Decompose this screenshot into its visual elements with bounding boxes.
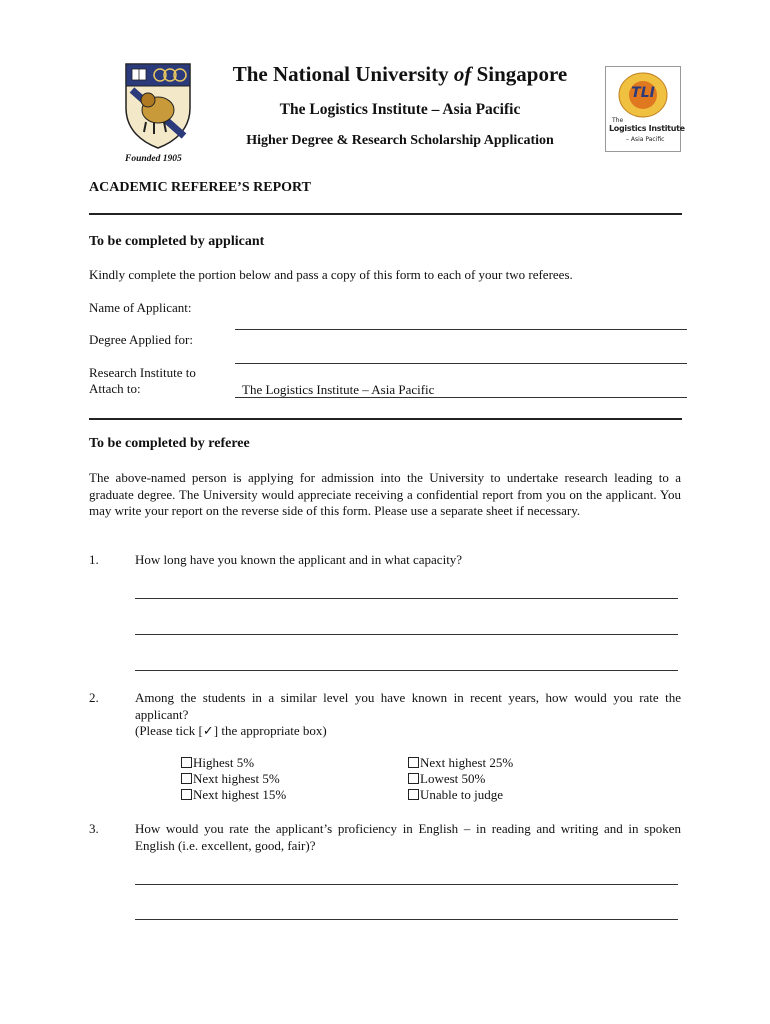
q2-text: Among the students in a similar level you have known in recent years, how would you rate the applicant? bbox=[135, 690, 681, 722]
q2-option-next-highest-25[interactable]: Next highest 25% bbox=[408, 755, 513, 772]
q2-instruction: (Please tick [✓] the appropriate box) bbox=[135, 723, 327, 738]
checkbox-icon[interactable] bbox=[408, 757, 419, 768]
tli-logo-mark: TLI bbox=[631, 85, 655, 101]
q2-option-next-highest-15[interactable]: Next highest 15% bbox=[181, 787, 286, 804]
q2-option-highest-5[interactable]: Highest 5% bbox=[181, 755, 254, 772]
referee-intro: The above-named person is applying for admission into the University to undertake research leading to a graduate degree. The University would appreciate receiving a confidential report from you on the applicant. You may write your report on the reverse side of this form. Please use a separate sheet if necessary. bbox=[89, 470, 681, 518]
q3-number: 3. bbox=[89, 821, 99, 836]
applicant-instruction: Kindly complete the portion below and pass a copy of this form to each of your two referees. bbox=[89, 267, 573, 282]
checkbox-icon[interactable] bbox=[181, 757, 192, 768]
q1-answer-line-3[interactable] bbox=[135, 670, 678, 671]
research-institute-value: The Logistics Institute – Asia Pacific bbox=[242, 382, 435, 397]
founded-label: Founded 1905 bbox=[125, 154, 182, 164]
nus-crest-logo bbox=[124, 62, 192, 150]
name-of-applicant-field[interactable] bbox=[235, 329, 687, 330]
degree-applied-field[interactable] bbox=[235, 363, 687, 364]
q2-number: 2. bbox=[89, 690, 99, 705]
title-divider bbox=[89, 213, 682, 215]
application-subtitle: Higher Degree & Research Scholarship Application bbox=[246, 133, 554, 148]
q1-answer-line-1[interactable] bbox=[135, 598, 678, 599]
name-of-applicant-label: Name of Applicant: bbox=[89, 300, 192, 315]
checkbox-icon[interactable] bbox=[408, 773, 419, 784]
referee-section-heading: To be completed by referee bbox=[89, 436, 250, 451]
research-institute-label-line2: Attach to: bbox=[89, 381, 141, 396]
q1-text: How long have you known the applicant and in what capacity? bbox=[135, 552, 463, 567]
q1-answer-line-2[interactable] bbox=[135, 634, 678, 635]
checkbox-icon[interactable] bbox=[181, 789, 192, 800]
q2-option-unable-to-judge[interactable]: Unable to judge bbox=[408, 787, 503, 804]
university-title: The National University of Singapore bbox=[232, 62, 568, 86]
q2-option-next-highest-5[interactable]: Next highest 5% bbox=[181, 771, 280, 788]
institute-subtitle: The Logistics Institute – Asia Pacific bbox=[279, 101, 521, 118]
q3-answer-line-1[interactable] bbox=[135, 884, 678, 885]
research-institute-label-line1: Research Institute to bbox=[89, 365, 196, 380]
checkbox-icon[interactable] bbox=[181, 773, 192, 784]
checkbox-icon[interactable] bbox=[408, 789, 419, 800]
q3-text: How would you rate the applicant’s proficiency in English – in reading and writing and in spoken English (i.e. excellent, good, fair)? bbox=[135, 821, 681, 853]
applicant-section-heading: To be completed by applicant bbox=[89, 234, 265, 249]
q2-option-lowest-50[interactable]: Lowest 50% bbox=[408, 771, 485, 788]
q3-answer-line-2[interactable] bbox=[135, 919, 678, 920]
tli-logo-the: The bbox=[612, 117, 624, 124]
tli-logo-tagline: – Asia Pacific bbox=[626, 136, 665, 143]
report-title: ACADEMIC REFEREE’S REPORT bbox=[89, 180, 311, 195]
tli-logo-name: Logistics Institute bbox=[609, 124, 685, 133]
tli-logo bbox=[605, 66, 685, 152]
research-institute-field[interactable] bbox=[235, 397, 687, 398]
degree-applied-label: Degree Applied for: bbox=[89, 332, 193, 347]
q1-number: 1. bbox=[89, 552, 99, 567]
section-divider bbox=[89, 418, 682, 420]
